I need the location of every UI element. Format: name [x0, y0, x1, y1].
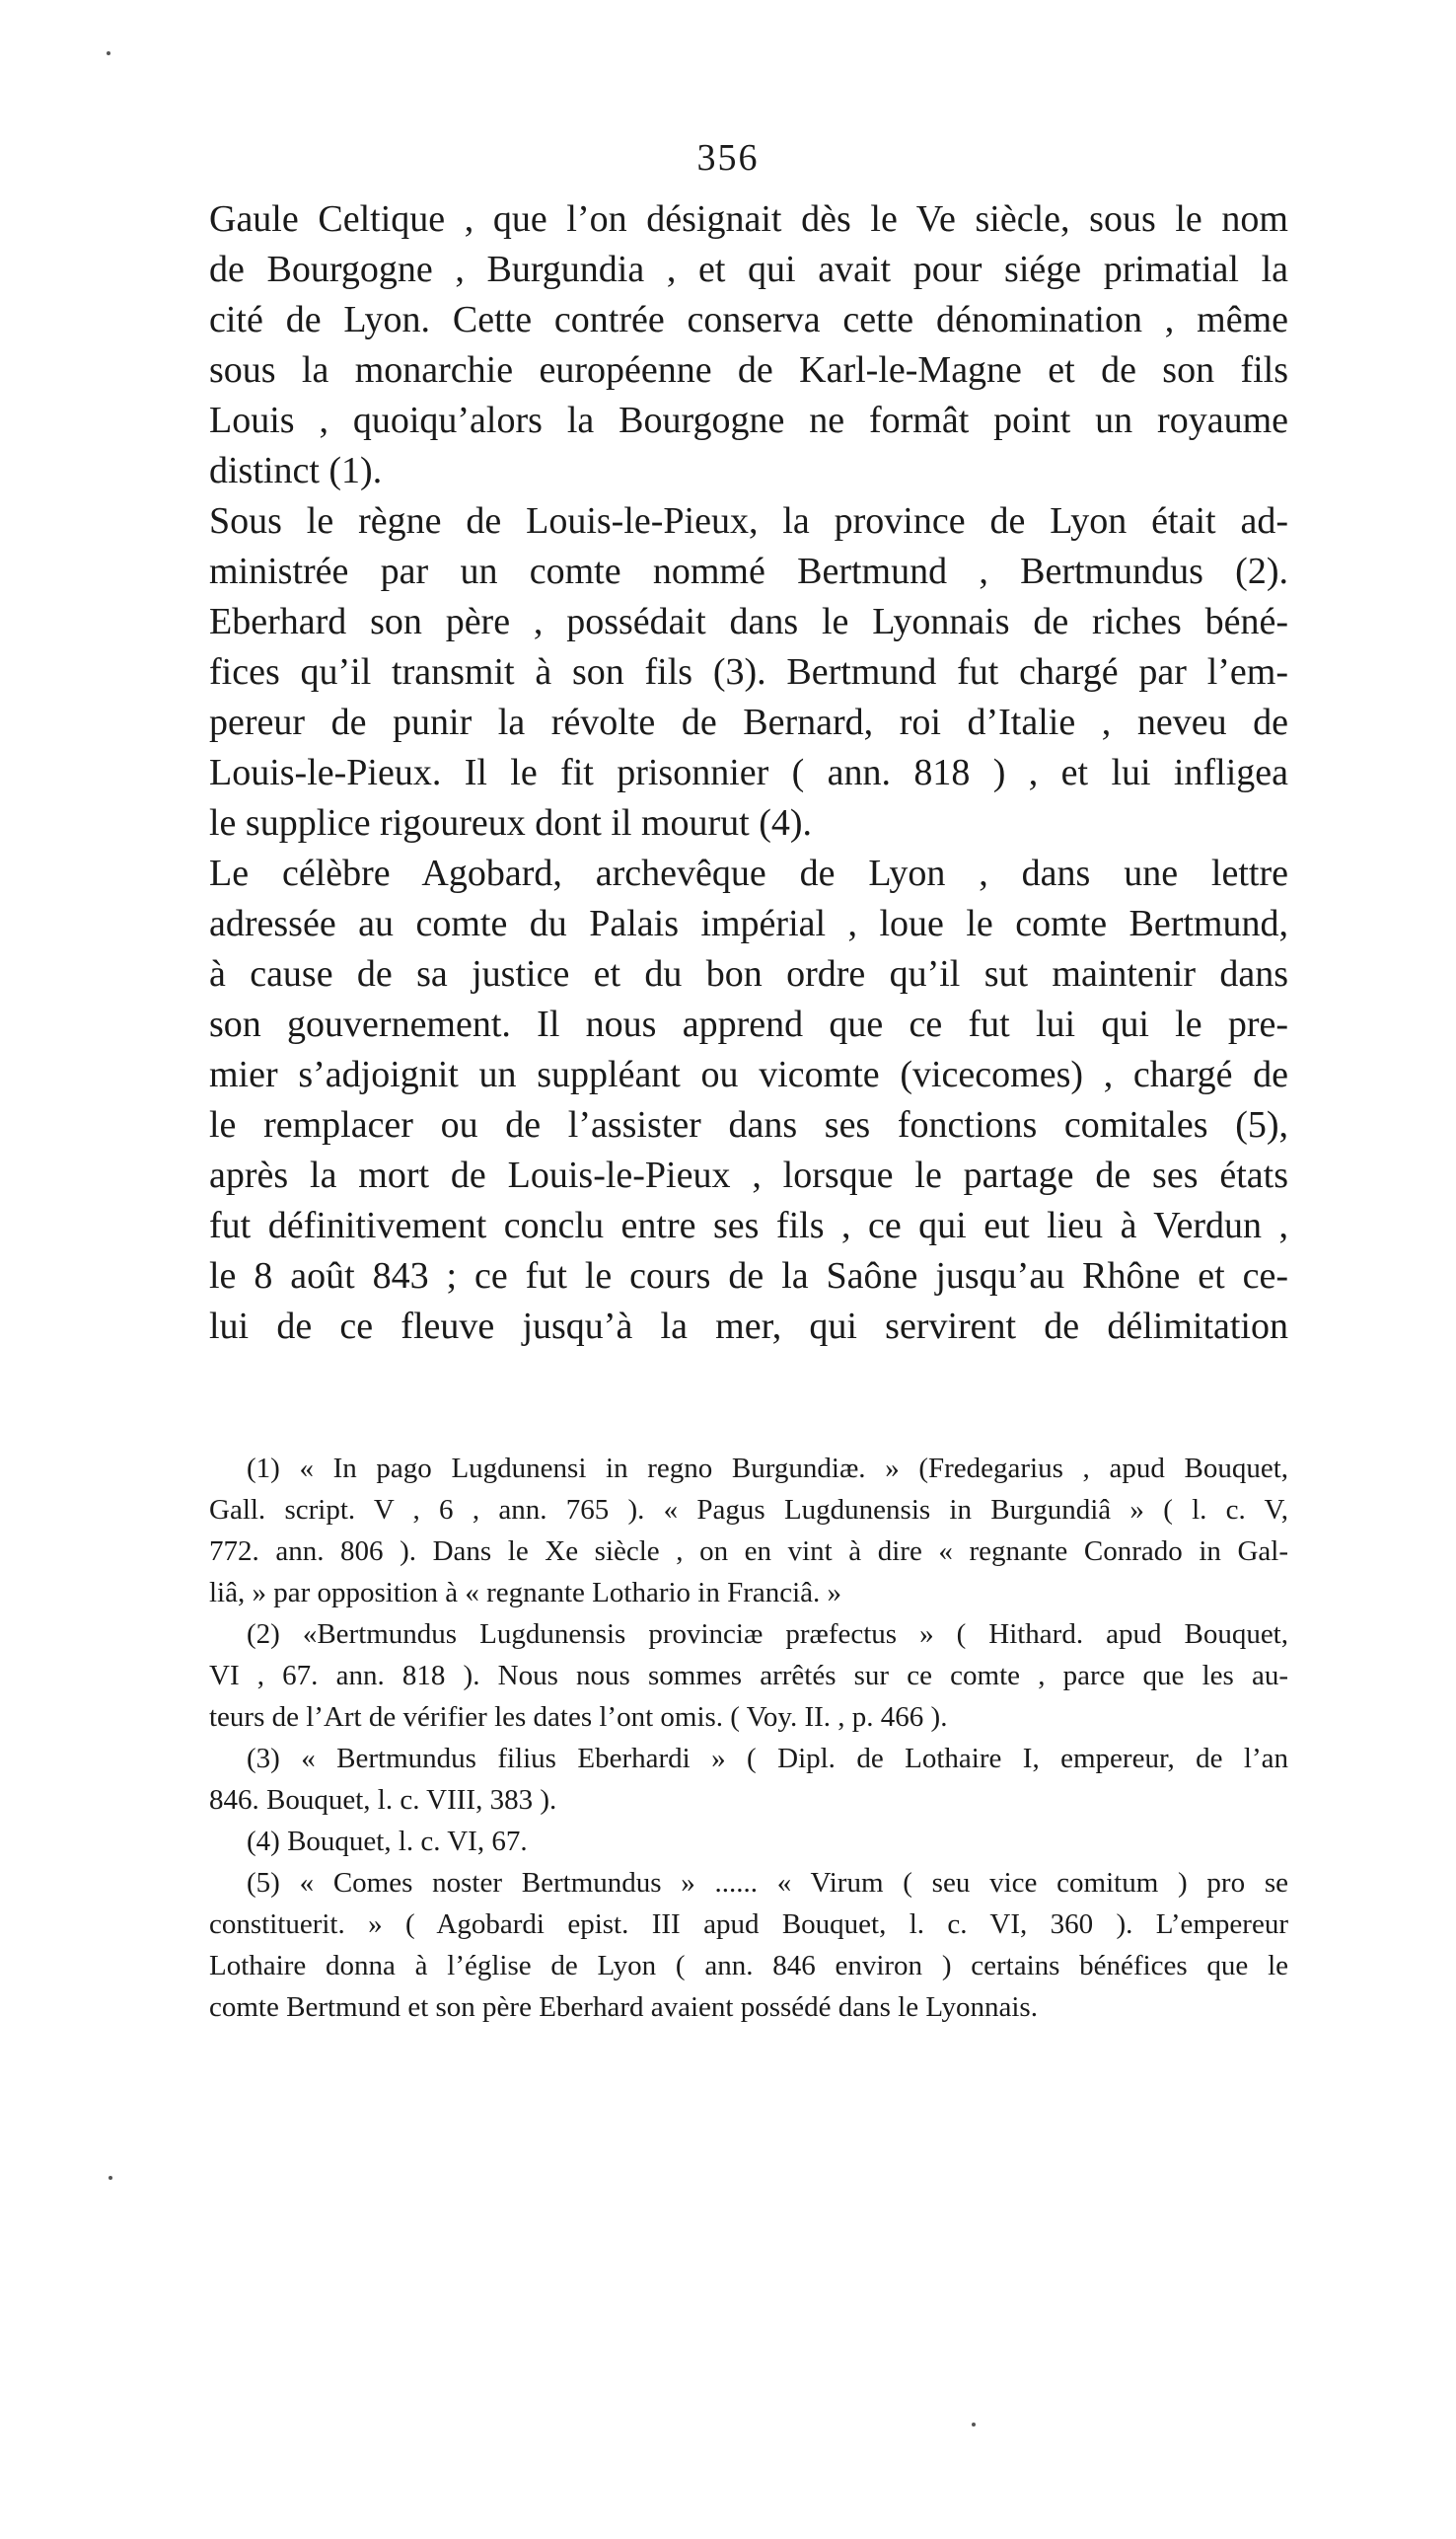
- body-line: adressée au comte du Palais impérial , loue le comte Bertmund,: [209, 903, 1288, 944]
- paper-speck: [109, 2176, 112, 2180]
- footnote-line: (4) Bouquet, l. c. VI, 67.: [247, 1826, 528, 1857]
- footnotes: [209, 1448, 1288, 2028]
- body-line: ministrée par un comte nommé Bertmund , Bertmundus (2).: [209, 551, 1288, 592]
- body-line: son gouvernement. Il nous apprend que ce fut lui qui le pre-: [209, 1004, 1288, 1045]
- body-line: Louis , quoiqu’alors la Bourgogne ne formât point un royaume: [209, 400, 1288, 441]
- footnote-line: Lothaire donna à l’église de Lyon ( ann. 846 environ ) certains bénéfices que le: [209, 1950, 1288, 1981]
- paper-speck: [972, 2423, 976, 2427]
- footnote-line: (1) « In pago Lugdunensi in regno Burgundiæ. » (Fredegarius , apud Bouquet,: [247, 1453, 1288, 1484]
- footnote-line: 846. Bouquet, l. c. VIII, 383 ).: [209, 1784, 557, 1816]
- body-line: à cause de sa justice et du bon ordre qu’il sut maintenir dans: [209, 953, 1288, 995]
- footnote-line: VI , 67. ann. 818 ). Nous nous sommes arrêtés sur ce comte , parce que les au-: [209, 1660, 1288, 1691]
- body-line: distinct (1).: [209, 450, 383, 491]
- body-line: de Bourgogne , Burgundia , et qui avait pour siége primatial la: [209, 249, 1288, 290]
- footnote-line: (2) «Bertmundus Lugdunensis provinciæ præfectus » ( Hithard. apud Bouquet,: [247, 1618, 1288, 1650]
- body-line: fices qu’il transmit à son fils (3). Bertmund fut chargé par l’em-: [209, 651, 1288, 693]
- footnote-line: 772. ann. 806 ). Dans le Xe siècle , on en vint à dire « regnante Conrado in Gal-: [209, 1535, 1288, 1567]
- footnote-line: comte Bertmund et son père Eberhard avaient possédé dans le Lyonnais.: [209, 1991, 1038, 2023]
- body-line: Louis-le-Pieux. Il le fit prisonnier ( ann. 818 ) , et lui infligea: [209, 752, 1288, 793]
- body-line: le 8 août 843 ; ce fut le cours de la Saône jusqu’au Rhône et ce-: [209, 1255, 1288, 1297]
- body-line: Le célèbre Agobard, archevêque de Lyon , dans une lettre: [209, 853, 1288, 894]
- body-line: fut définitivement conclu entre ses fils , ce qui eut lieu à Verdun ,: [209, 1205, 1288, 1246]
- body-line: cité de Lyon. Cette contrée conserva cette dénomination , même: [209, 299, 1288, 340]
- body-line: mier s’adjoignit un suppléant ou vicomte (vicecomes) , chargé de: [209, 1054, 1288, 1095]
- body-line: pereur de punir la révolte de Bernard, roi d’Italie , neveu de: [209, 702, 1288, 743]
- body-line: après la mort de Louis-le-Pieux , lorsque le partage de ses états: [209, 1155, 1288, 1196]
- footnote-line: (3) « Bertmundus filius Eberhardi » ( Dipl. de Lothaire I, empereur, de l’an: [247, 1743, 1288, 1774]
- page-number: 356: [696, 137, 760, 179]
- footnote-line: Gall. script. V , 6 , ann. 765 ). « Pagus Lugdunensis in Burgundiâ » ( l. c. V,: [209, 1494, 1288, 1526]
- footnote-line: (5) « Comes noster Bertmundus » ...... « Virum ( seu vice comitum ) pro se: [247, 1867, 1288, 1899]
- paper-speck: [107, 51, 110, 55]
- footnote-line: teurs de l’Art de vérifier les dates l’ont omis. ( Voy. II. , p. 466 ).: [209, 1701, 948, 1733]
- body-line: le remplacer ou de l’assister dans ses fonctions comitales (5),: [209, 1104, 1288, 1146]
- body-text: [209, 194, 1288, 1352]
- body-line: sous la monarchie européenne de Karl-le-Magne et de son fils: [209, 349, 1288, 391]
- footnote-line: liâ, » par opposition à « regnante Lothario in Franciâ. »: [209, 1577, 842, 1608]
- body-line: Eberhard son père , possédait dans le Lyonnais de riches béné-: [209, 601, 1288, 642]
- body-line: Gaule Celtique , que l’on désignait dès le Ve siècle, sous le nom: [209, 198, 1288, 240]
- body-line: lui de ce fleuve jusqu’à la mer, qui servirent de délimitation: [209, 1306, 1288, 1347]
- body-line: le supplice rigoureux dont il mourut (4).: [209, 802, 813, 844]
- footnote-line: constituerit. » ( Agobardi epist. III apud Bouquet, l. c. VI, 360 ). L’empereur: [209, 1908, 1288, 1940]
- body-line: Sous le règne de Louis-le-Pieux, la province de Lyon était ad-: [209, 500, 1288, 542]
